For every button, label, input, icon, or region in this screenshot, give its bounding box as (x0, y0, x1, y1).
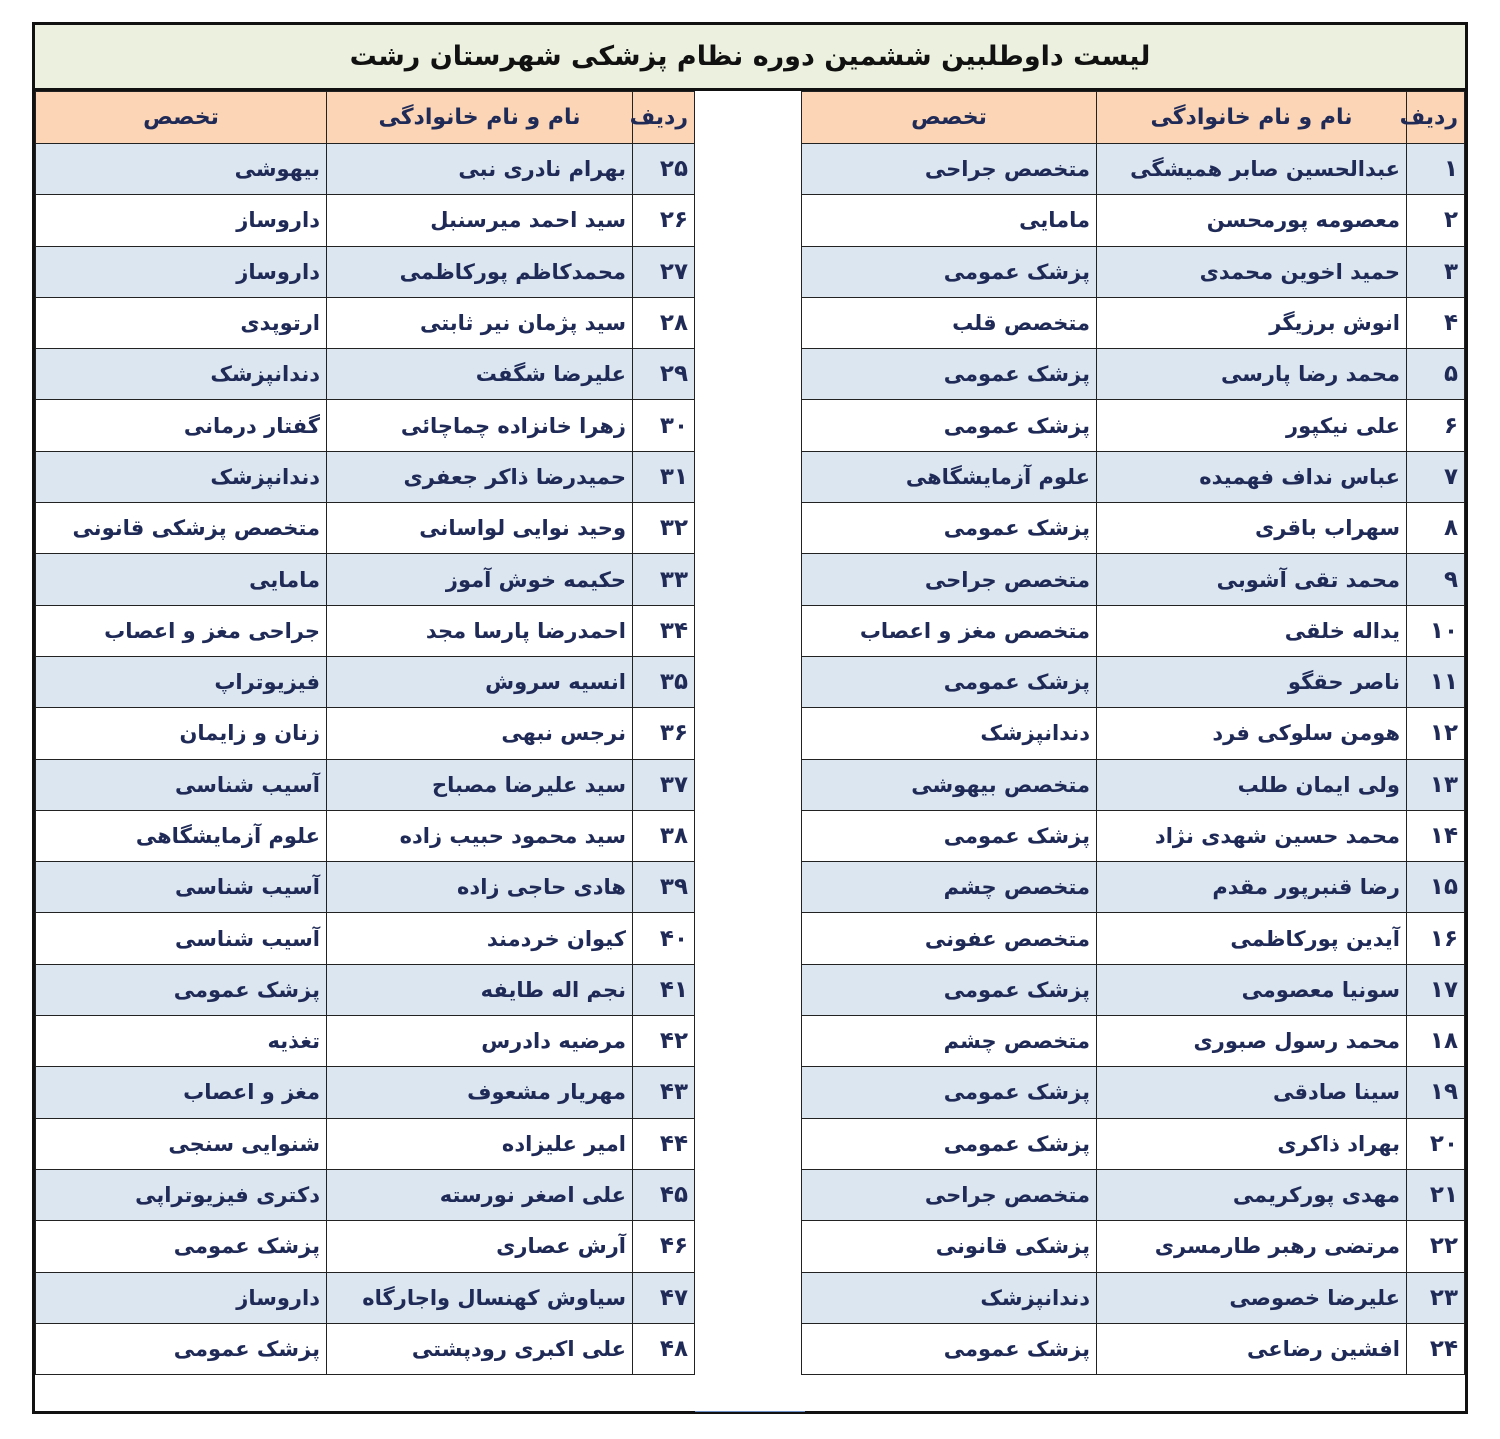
row-name: علیرضا خصوصی (1097, 1272, 1407, 1323)
header-index: ردیف (633, 92, 695, 144)
table-row (802, 503, 1465, 554)
row-specialty: تغذیه (36, 1016, 327, 1067)
row-name: امیر علیزاده (327, 1118, 633, 1169)
row-specialty: پزشک عمومی (802, 1067, 1097, 1118)
row-index: ۳۲ (633, 503, 695, 554)
row-name: سینا صادقی (1097, 1067, 1407, 1118)
row-index: ۳۷ (633, 759, 695, 810)
row-specialty: آسیب شناسی (36, 913, 327, 964)
row-index: ۲۶ (633, 195, 695, 246)
row-index: ۸ (1407, 503, 1465, 554)
row-specialty: جراحی مغز و اعصاب (36, 605, 327, 656)
row-name: محمد تقی آشوبی (1097, 554, 1407, 605)
row-specialty: داروساز (36, 195, 327, 246)
row-specialty: متخصص چشم (802, 862, 1097, 913)
row-index: ۲۵ (633, 144, 695, 195)
row-index: ۱۷ (1407, 964, 1465, 1015)
row-name: سونیا معصومی (1097, 964, 1407, 1015)
row-name: مرتضی رهبر طارمسری (1097, 1221, 1407, 1272)
table-row (36, 913, 695, 964)
table-row (802, 554, 1465, 605)
page-title: لیست داوطلبین ششمین دوره نظام پزشکی شهرستان رشت (35, 25, 1465, 91)
table-row (36, 1067, 695, 1118)
row-specialty: متخصص جراحی (802, 1169, 1097, 1220)
table-row (802, 400, 1465, 451)
table-row (36, 862, 695, 913)
table-row (802, 862, 1465, 913)
row-name: سید علیرضا مصباح (327, 759, 633, 810)
row-index: ۴۷ (633, 1272, 695, 1323)
row-name: عباس نداف فهمیده (1097, 451, 1407, 502)
row-name: سیاوش کهنسال واجارگاه (327, 1272, 633, 1323)
row-name: مرضیه دادرس (327, 1016, 633, 1067)
row-index: ۳۵ (633, 656, 695, 707)
row-index: ۲۴ (1407, 1323, 1465, 1374)
row-name: انسیه سروش (327, 656, 633, 707)
table-row (802, 759, 1465, 810)
row-specialty: پزشک عمومی (802, 1323, 1097, 1374)
row-index: ۴ (1407, 297, 1465, 348)
table-row (36, 503, 695, 554)
table-row (36, 451, 695, 502)
row-specialty: متخصص مغز و اعصاب (802, 605, 1097, 656)
row-index: ۲۹ (633, 349, 695, 400)
row-index: ۴۲ (633, 1016, 695, 1067)
row-name: بهرام نادری نبی (327, 144, 633, 195)
row-specialty: پزشک عمومی (36, 1221, 327, 1272)
row-specialty: متخصص چشم (802, 1016, 1097, 1067)
table-row (36, 1323, 695, 1374)
row-name: هومن سلوکی فرد (1097, 708, 1407, 759)
row-name: حمید اخوین محمدی (1097, 246, 1407, 297)
row-index: ۲۸ (633, 297, 695, 348)
table-row (36, 1272, 695, 1323)
table-row (36, 810, 695, 861)
table-row (36, 144, 695, 195)
row-index: ۱۱ (1407, 656, 1465, 707)
table-row (802, 1067, 1465, 1118)
row-specialty: پزشک عمومی (802, 246, 1097, 297)
row-index: ۱۴ (1407, 810, 1465, 861)
header-specialty: تخصص (802, 92, 1097, 144)
row-index: ۱۶ (1407, 913, 1465, 964)
candidates-table-left (35, 91, 695, 1375)
table-row (36, 1169, 695, 1220)
row-name: ولی ایمان طلب (1097, 759, 1407, 810)
row-name: علیرضا شگفت (327, 349, 633, 400)
header-name: نام و نام خانوادگی (327, 92, 633, 144)
row-specialty: آسیب شناسی (36, 862, 327, 913)
table-row (802, 1169, 1465, 1220)
table-row (802, 1272, 1465, 1323)
table-row (36, 759, 695, 810)
table-row (802, 451, 1465, 502)
table-row (36, 349, 695, 400)
row-specialty: پزشک عمومی (802, 349, 1097, 400)
row-index: ۴۰ (633, 913, 695, 964)
row-name: زهرا خانزاده چماچائی (327, 400, 633, 451)
row-index: ۲۰ (1407, 1118, 1465, 1169)
row-specialty: گفتار درمانی (36, 400, 327, 451)
row-specialty: پزشک عمومی (802, 810, 1097, 861)
row-specialty: پزشک عمومی (802, 656, 1097, 707)
row-name: محمد رضا پارسی (1097, 349, 1407, 400)
row-index: ۴۱ (633, 964, 695, 1015)
row-specialty: پزشک عمومی (36, 1323, 327, 1374)
table-row (802, 297, 1465, 348)
row-index: ۱۳ (1407, 759, 1465, 810)
table-row (802, 913, 1465, 964)
row-specialty: داروساز (36, 1272, 327, 1323)
row-index: ۷ (1407, 451, 1465, 502)
table-row (36, 1221, 695, 1272)
row-index: ۳۴ (633, 605, 695, 656)
row-name: مهریار مشعوف (327, 1067, 633, 1118)
table-row (802, 1221, 1465, 1272)
row-name: بهراد ذاکری (1097, 1118, 1407, 1169)
row-specialty: متخصص بیهوشی (802, 759, 1097, 810)
row-specialty: ارتوپدی (36, 297, 327, 348)
row-index: ۵ (1407, 349, 1465, 400)
row-index: ۳۹ (633, 862, 695, 913)
row-name: عبدالحسین صابر همیشگی (1097, 144, 1407, 195)
row-index: ۳۸ (633, 810, 695, 861)
header-name: نام و نام خانوادگی (1097, 92, 1407, 144)
row-index: ۳۱ (633, 451, 695, 502)
row-specialty: متخصص جراحی (802, 144, 1097, 195)
row-specialty: زنان و زایمان (36, 708, 327, 759)
row-name: ناصر حقگو (1097, 656, 1407, 707)
candidate-list-sheet (32, 22, 1468, 1414)
row-index: ۱۵ (1407, 862, 1465, 913)
row-name: معصومه پورمحسن (1097, 195, 1407, 246)
row-name: احمدرضا پارسا مجد (327, 605, 633, 656)
row-name: آیدین پورکاظمی (1097, 913, 1407, 964)
row-specialty: دندانپزشک (36, 451, 327, 502)
row-specialty: دندانپزشک (802, 708, 1097, 759)
row-specialty: پزشک عمومی (802, 1118, 1097, 1169)
row-specialty: مامایی (802, 195, 1097, 246)
table-row (802, 195, 1465, 246)
row-specialty: بیهوشی (36, 144, 327, 195)
row-name: سهراب باقری (1097, 503, 1407, 554)
row-name: حمیدرضا ذاکر جعفری (327, 451, 633, 502)
row-index: ۱ (1407, 144, 1465, 195)
row-name: آرش عصاری (327, 1221, 633, 1272)
row-index: ۱۸ (1407, 1016, 1465, 1067)
table-row (36, 1118, 695, 1169)
row-name: سید محمود حبیب زاده (327, 810, 633, 861)
table-row (36, 964, 695, 1015)
table-row (802, 246, 1465, 297)
row-name: وحید نوایی لواسانی (327, 503, 633, 554)
table-row (36, 195, 695, 246)
row-specialty: دندانپزشک (36, 349, 327, 400)
table-row (36, 297, 695, 348)
row-name: نرجس نبهی (327, 708, 633, 759)
table-row (36, 246, 695, 297)
table-row (36, 605, 695, 656)
row-index: ۳۶ (633, 708, 695, 759)
row-name: علی اصغر نورسته (327, 1169, 633, 1220)
table-row (36, 708, 695, 759)
table-row (802, 349, 1465, 400)
row-specialty: پزشک عمومی (802, 964, 1097, 1015)
row-name: رضا قنبرپور مقدم (1097, 862, 1407, 913)
row-specialty: متخصص پزشکی قانونی (36, 503, 327, 554)
row-name: حکیمه خوش آموز (327, 554, 633, 605)
row-index: ۲۷ (633, 246, 695, 297)
row-name: هادی حاجی زاده (327, 862, 633, 913)
header-specialty: تخصص (36, 92, 327, 144)
row-specialty: مغز و اعصاب (36, 1067, 327, 1118)
table-row (802, 810, 1465, 861)
table-row (36, 656, 695, 707)
row-index: ۴۳ (633, 1067, 695, 1118)
row-name: محمد حسین شهدی نژاد (1097, 810, 1407, 861)
row-specialty: فیزیوتراپ (36, 656, 327, 707)
row-specialty: آسیب شناسی (36, 759, 327, 810)
row-specialty: پزشکی قانونی (802, 1221, 1097, 1272)
row-index: ۳ (1407, 246, 1465, 297)
header-index: ردیف (1407, 92, 1465, 144)
table-row (802, 656, 1465, 707)
divider (695, 1411, 805, 1412)
row-specialty: دندانپزشک (802, 1272, 1097, 1323)
row-index: ۴۴ (633, 1118, 695, 1169)
row-name: انوش برزیگر (1097, 297, 1407, 348)
row-specialty: متخصص عفونی (802, 913, 1097, 964)
table-row (802, 1118, 1465, 1169)
row-name: محمد رسول صبوری (1097, 1016, 1407, 1067)
table-row (802, 1323, 1465, 1374)
row-specialty: متخصص قلب (802, 297, 1097, 348)
table-row (36, 1016, 695, 1067)
row-index: ۴۵ (633, 1169, 695, 1220)
row-name: علی اکبری رودپشتی (327, 1323, 633, 1374)
row-specialty: پزشک عمومی (36, 964, 327, 1015)
row-specialty: شنوایی سنجی (36, 1118, 327, 1169)
table-row (802, 964, 1465, 1015)
table-row (36, 400, 695, 451)
row-index: ۲۲ (1407, 1221, 1465, 1272)
row-name: افشین رضاعی (1097, 1323, 1407, 1374)
row-index: ۴۶ (633, 1221, 695, 1272)
row-specialty: مامایی (36, 554, 327, 605)
table-header-row (802, 92, 1465, 144)
candidates-table-right (801, 91, 1465, 1375)
row-index: ۳۰ (633, 400, 695, 451)
row-name: سید پژمان نیر ثابتی (327, 297, 633, 348)
row-specialty: دکتری فیزیوتراپی (36, 1169, 327, 1220)
table-row (802, 144, 1465, 195)
row-specialty: پزشک عمومی (802, 400, 1097, 451)
row-name: سید احمد میرسنبل (327, 195, 633, 246)
table-row (36, 554, 695, 605)
row-index: ۹ (1407, 554, 1465, 605)
row-specialty: پزشک عمومی (802, 503, 1097, 554)
row-index: ۴۸ (633, 1323, 695, 1374)
row-index: ۱۲ (1407, 708, 1465, 759)
row-name: علی نیکپور (1097, 400, 1407, 451)
row-index: ۳۳ (633, 554, 695, 605)
table-row (802, 708, 1465, 759)
row-specialty: علوم آزمایشگاهی (36, 810, 327, 861)
row-name: نجم اله طایفه (327, 964, 633, 1015)
row-index: ۲۱ (1407, 1169, 1465, 1220)
table-header-row (36, 92, 695, 144)
table-row (802, 605, 1465, 656)
row-index: ۶ (1407, 400, 1465, 451)
row-name: مهدی پورکریمی (1097, 1169, 1407, 1220)
row-index: ۱۰ (1407, 605, 1465, 656)
row-specialty: علوم آزمایشگاهی (802, 451, 1097, 502)
row-name: کیوان خردمند (327, 913, 633, 964)
row-name: یداله خلقی (1097, 605, 1407, 656)
row-index: ۱۹ (1407, 1067, 1465, 1118)
row-specialty: متخصص جراحی (802, 554, 1097, 605)
row-index: ۲ (1407, 195, 1465, 246)
row-index: ۲۳ (1407, 1272, 1465, 1323)
row-specialty: داروساز (36, 246, 327, 297)
table-row (802, 1016, 1465, 1067)
row-name: محمدکاظم پورکاظمی (327, 246, 633, 297)
